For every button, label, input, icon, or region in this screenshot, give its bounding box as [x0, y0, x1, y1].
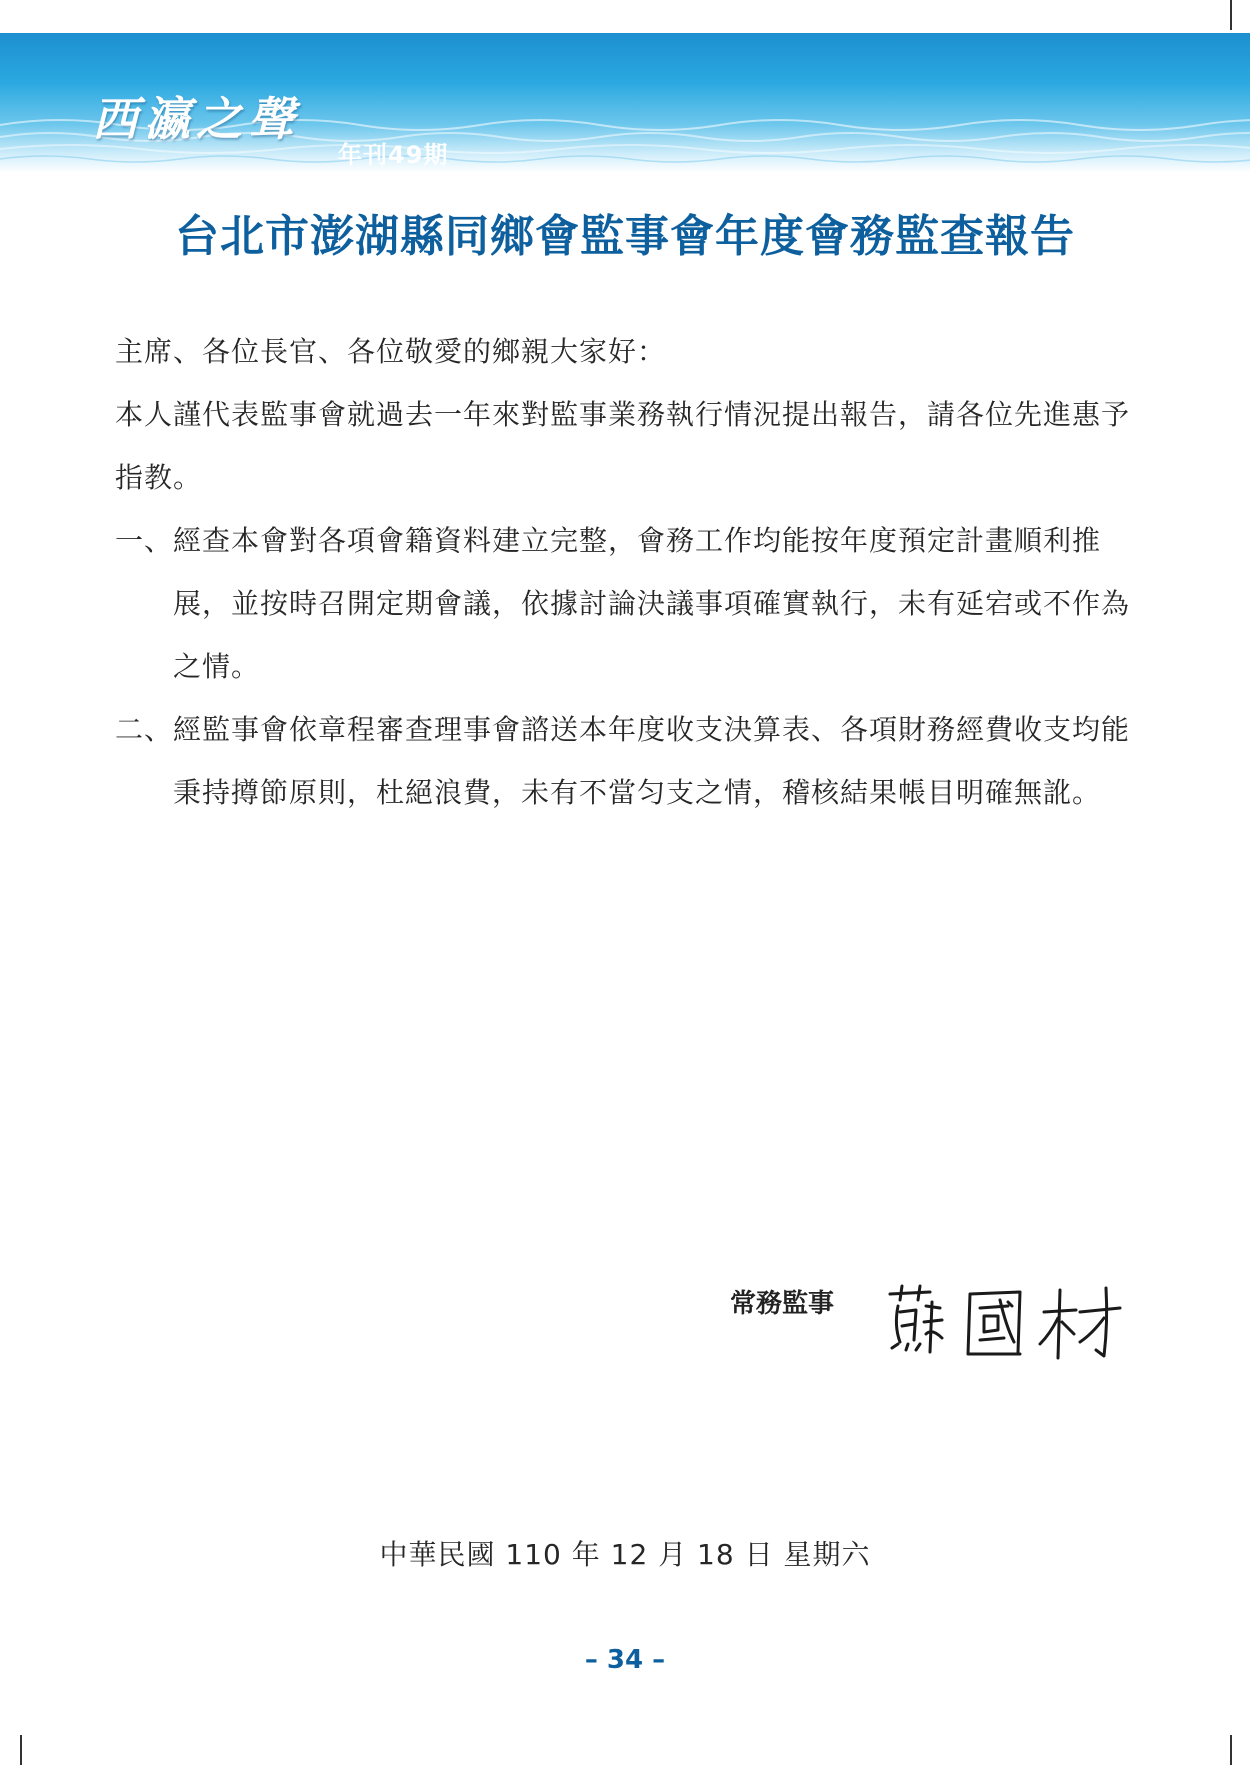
list-item [115, 698, 1135, 824]
greeting: 主席、各位長官、各位敬愛的鄉親大家好： [115, 335, 667, 368]
report-date: 中華民國 110 年 12 月 18 日 星期六 [379, 1538, 871, 1571]
item-text: 經監事會依章程審查理事會諮送本年度收支決算表、各項財務經費收支均能秉持撙節原則，杜絕浪費，未有不當匀支之情，稽核結果帳目明確無訛。 [173, 713, 1131, 809]
item-number: 一、 [115, 524, 174, 557]
crop-mark [1230, 0, 1232, 30]
handwritten-signature [880, 1282, 1130, 1362]
item-text: 經查本會對各項會籍資料建立完整，會務工作均能按年度預定計畫順利推展，並按時召開定期會議，依據討論決議事項確實執行，未有延宕或不作為之情。 [173, 524, 1131, 683]
report-body [115, 320, 1135, 824]
page-number: – 34 – [584, 1645, 666, 1675]
list-item [115, 509, 1135, 698]
crop-mark [20, 1735, 22, 1765]
magazine-logo: 西瀛之聲 [92, 92, 300, 146]
signer-role: 常務監事 [730, 1289, 835, 1319]
page-title: 台北市澎湖縣同鄉會監事會年度會務監查報告 [175, 211, 1075, 262]
crop-mark [1230, 1735, 1232, 1765]
intro-paragraph: 本人謹代表監事會就過去一年來對監事業務執行情況提出報告，請各位先進惠予指教。 [115, 398, 1131, 494]
issue-label: 年刊49期 [338, 141, 449, 169]
header-banner [0, 33, 1250, 173]
item-number: 二、 [115, 713, 174, 746]
